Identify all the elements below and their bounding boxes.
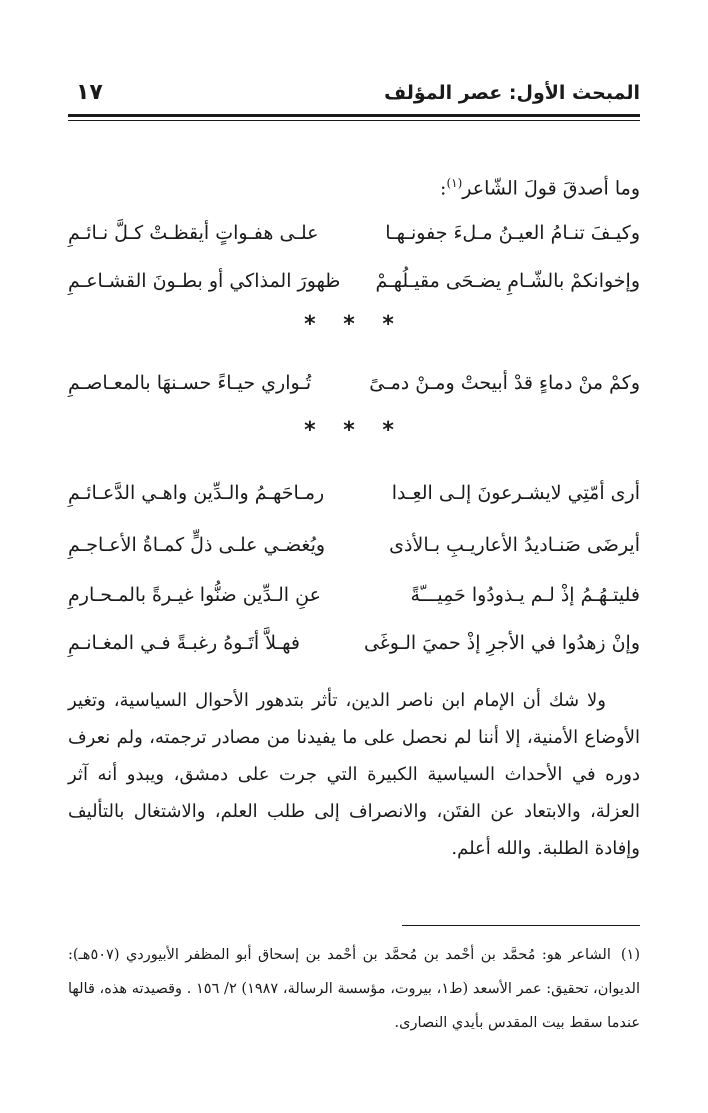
page-header [68,78,640,112]
header-rule-thick [68,114,640,117]
verse-first-hemistich: أرى أمّتِي لايشـرعونَ إلـى العِـدا [391,482,640,504]
header-rule-thin [68,120,640,121]
page-number: ١٧ [76,80,103,105]
verse [68,214,640,252]
verse-first-hemistich: وإنْ زهدُوا في الأجرِ إذْ حميَ الـوغَى [363,632,640,654]
intro-tail: : [440,177,447,200]
verse [68,364,640,402]
footnote-number: (١) [620,947,640,963]
verse-first-hemistich: وكمْ منْ دماءٍ قدْ أبيحتْ ومـنْ دمـىً [369,372,640,394]
footnote [68,938,640,1040]
verse [68,474,640,512]
running-head: المبحث الأول: عصر المؤلف [384,82,640,104]
verse-first-hemistich: وكيـفَ تنـامُ العيـنُ مـلءَ جفونـهـا [385,222,640,244]
footnote-reference: (١) [446,176,463,190]
verse-second-hemistich: ظهورَ المذاكي أو بطـونَ القشـاعـمِ [68,270,341,292]
section-separator: * * * [304,312,404,337]
intro-line [440,166,640,205]
verse-second-hemistich: تُـواري حيـاءً حسـنهَا بالمعـاصـمِ [68,372,312,394]
verse-second-hemistich: فهـلاَّ أتَـوهُ رغبـةً فـي المغـانـمِ [68,632,300,654]
verse-second-hemistich: رمـاحَهـمُ والـدِّين واهـي الدَّعـائـمِ [68,482,325,504]
intro-text: وما أصدقَ قولَ الشّاعر [462,177,640,200]
body-paragraph: ولا شك أن الإمام ابن ناصر الدين، تأثر بتدهور الأحوال السياسية، وتغير الأوضاع الأمنية، إلا أننا لم نحصل على ما يفيدنا من مصادر ترجمته، ولم نعرف دوره في الأحداث السياسية الكبيرة التي جرت على دمشق، ويبدو أنه آثر العزلة، والابتعاد عن الفتَن، والانصراف إلى طلب العلم، والاشتغال بالتأليف وإفادة الطلبة. والله أعلم. [68,690,640,859]
footnote-rule [402,925,640,926]
verse-second-hemistich: ويُغضـي علـى ذلٍّ كمـاةُ الأعـاجـمِ [68,534,326,556]
verse-first-hemistich: فليتـهُـمُ إذْ لـم يـذودُوا حَمِيـــّةً [410,584,640,606]
verse [68,262,640,300]
section-separator: * * * [304,418,404,443]
verse-second-hemistich: عنِ الـدِّين ضنُّوا غيـرةً بالمـحـارمِ [68,584,321,606]
verse-second-hemistich: علـى هفـواتٍ أيقظـتْ كـلَّ نـائـمِ [68,222,319,244]
verse [68,526,640,564]
verse-first-hemistich: وإخوانكمْ بالشّـامِ يضـحَى مقيـلُهـمْ [375,270,640,292]
footnote-text: الشاعر هو: مُحمَّد بن أحْمد بن مُحمَّد بن أحْمد بن إسحاق أبو المظفر الأبيوردي (٥٠٧هـ): الديوان، تحقيق: عمر الأسعد (ط١، بيروت، مؤسسة الرسالة، ١٩٨٧) ٢/ ١٥٦ . وقصيدته هذه، قالها عندما سقط بيت المقدس بأيدي النصارى. [68,947,640,1031]
verse [68,576,640,614]
verse [68,624,640,662]
verse-first-hemistich: أيرضَى صَنـاديدُ الأعاريـبِ بـالأذى [389,534,640,556]
